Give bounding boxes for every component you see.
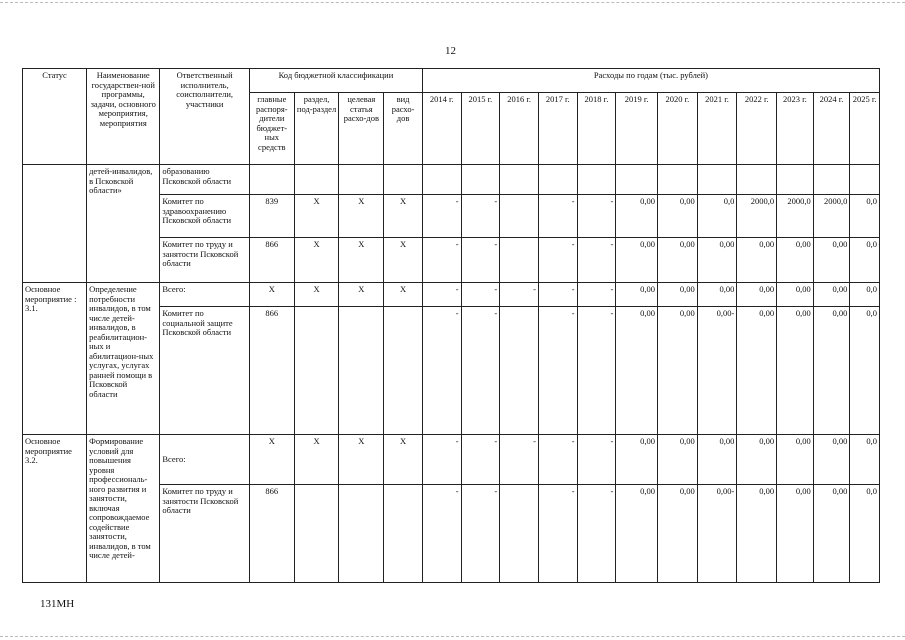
cell-year: 0,00 [777,307,814,435]
cell-year [697,165,737,195]
header-budget-code: Код бюджетной классификации [249,69,422,93]
header-year: 2017 г. [538,93,577,165]
header-year: 2024 г. [813,93,850,165]
cell-year: - [422,435,461,485]
header-year: 2016 г. [500,93,539,165]
header-type: вид расхо-дов [384,93,423,165]
cell-year: 0,0 [850,307,880,435]
cell-year: 0,00- [697,307,737,435]
table-row [23,435,880,485]
cell-year: 0,00 [616,435,658,485]
cell-gr [249,165,294,195]
cell-year: 0,0 [850,435,880,485]
cell-year: - [461,485,500,583]
row-status: Основное мероприятие 3.2. [23,435,87,583]
cell-year: 0,00 [658,238,698,283]
cell-section [294,307,339,435]
cell-target: X [339,238,384,283]
cell-year: 0,00 [777,283,814,307]
cell-year: 0,00 [737,435,777,485]
cell-year: - [577,485,616,583]
cell-type [384,485,423,583]
cell-year: - [577,195,616,238]
row-executor: Комитет по труду и занятости Псковской области [160,485,250,583]
header-section: раздел, под-раздел [294,93,339,165]
cell-year [500,485,539,583]
cell-year [850,165,880,195]
cell-section: X [294,283,339,307]
cell-year: 0,0 [697,195,737,238]
cell-year: 0,00 [737,238,777,283]
header-year: 2019 г. [616,93,658,165]
budget-table [22,68,880,583]
cell-year [777,165,814,195]
cell-section: X [294,195,339,238]
header-year: 2014 г. [422,93,461,165]
cell-year: 0,00 [697,283,737,307]
cell-year: 0,00 [616,195,658,238]
cell-year: - [500,283,539,307]
cell-year: 0,00 [777,238,814,283]
row-executor: Комитет по социальной защите Псковской области [160,307,250,435]
row-executor: Всего: [160,435,250,485]
cell-year: 0,00 [813,307,850,435]
cell-year [737,165,777,195]
cell-year: 0,0 [850,238,880,283]
cell-year: 2000,0 [777,195,814,238]
cell-year [422,165,461,195]
cell-year: 0,00 [616,307,658,435]
cell-type: X [384,283,423,307]
cell-year: 0,00 [658,283,698,307]
cell-type: X [384,238,423,283]
cell-year: - [538,283,577,307]
cell-year [500,307,539,435]
cell-year: 0,00 [737,307,777,435]
cell-year [577,165,616,195]
cell-year: - [577,283,616,307]
cell-year: 0,00 [777,435,814,485]
row-status [23,165,87,283]
cell-gr: 866 [249,485,294,583]
header-expenses: Расходы по годам (тыс. рублей) [422,69,879,93]
cell-year: - [422,238,461,283]
row-executor: Комитет по здравоохранению Псковской области [160,195,250,238]
cell-year: 0,00 [658,195,698,238]
header-year: 2023 г. [777,93,814,165]
cell-year: 0,0 [850,485,880,583]
cell-year: 0,00 [658,485,698,583]
cell-target: X [339,195,384,238]
cell-year [813,165,850,195]
cell-year: - [577,435,616,485]
header-year: 2018 г. [577,93,616,165]
cell-year: - [461,238,500,283]
cell-target [339,485,384,583]
row-name: детей-инвалидов, в Псковской области» [87,165,160,283]
cell-target: X [339,283,384,307]
header-year: 2015 г. [461,93,500,165]
cell-year: 2000,0 [737,195,777,238]
footer-code: 131МН [40,598,75,610]
cell-year: - [538,435,577,485]
cell-year [461,165,500,195]
cell-year: 0,00 [813,485,850,583]
cell-year: - [422,307,461,435]
row-name: Определение потребности инвалидов, в том числе детей-инвалидов, в реабилитацион-ных и абилитацион-ных услугах, услугах ранней помощи в Псковской области [87,283,160,435]
cell-year: 0,00 [813,435,850,485]
cell-target: X [339,435,384,485]
table-row [23,165,880,195]
cell-year: 0,00- [697,485,737,583]
cell-year: 0,00 [616,485,658,583]
cell-year: - [538,238,577,283]
header-name: Наименование государствен-ной программы, задачи, основного мероприятия, мероприятия [87,69,160,165]
scan-edge-bottom [0,636,905,638]
cell-year: 0,00 [813,283,850,307]
cell-year: 0,0 [850,195,880,238]
page-number: 12 [445,45,456,57]
row-executor: Комитет по труду и занятости Псковской области [160,238,250,283]
header-year: 2022 г. [737,93,777,165]
row-executor: образованию Псковской области [160,165,250,195]
row-status: Основное мероприятие : 3.1. [23,283,87,435]
cell-year: - [422,283,461,307]
cell-section [294,165,339,195]
cell-year [500,238,539,283]
cell-year [500,195,539,238]
scan-edge-top [0,2,905,4]
cell-type: X [384,195,423,238]
cell-year: - [538,485,577,583]
header-year: 2025 г. [850,93,880,165]
cell-type [384,307,423,435]
cell-gr: 866 [249,307,294,435]
cell-gr: X [249,283,294,307]
cell-target [339,307,384,435]
header-target: целевая статья расхо-дов [339,93,384,165]
cell-year: - [422,485,461,583]
cell-type [384,165,423,195]
cell-gr: 839 [249,195,294,238]
cell-year: - [461,283,500,307]
cell-year: 2000,0 [813,195,850,238]
cell-year: 0,00 [697,435,737,485]
cell-year: - [461,435,500,485]
cell-section: X [294,238,339,283]
header-year: 2021 г. [697,93,737,165]
cell-year: 0,00 [737,283,777,307]
cell-year: 0,00 [658,307,698,435]
cell-section: X [294,435,339,485]
cell-target [339,165,384,195]
cell-year: - [500,435,539,485]
table-row [23,283,880,307]
header-gr: главные распоря-дители бюджет-ных средств [249,93,294,165]
header-year: 2020 г. [658,93,698,165]
cell-year [500,165,539,195]
header-status: Статус [23,69,87,165]
cell-year [538,165,577,195]
cell-year: - [461,307,500,435]
cell-year: - [461,195,500,238]
header-executor: Ответственный исполнитель, соисполнители, участники [160,69,250,165]
cell-gr: X [249,435,294,485]
row-name: Формирование условий для повышения уровня профессиональ-ного развития и занятости, включая сопровождаемое содействие занятости, инвалидов, в том числе детей- [87,435,160,583]
row-executor: Всего: [160,283,250,307]
cell-year: 0,00 [658,435,698,485]
cell-year: - [577,307,616,435]
cell-year: 0,00 [616,283,658,307]
cell-year: - [577,238,616,283]
cell-year: - [422,195,461,238]
cell-gr: 866 [249,238,294,283]
cell-year: - [538,195,577,238]
cell-year: 0,00 [777,485,814,583]
cell-year: - [538,307,577,435]
cell-year: 0,00 [616,238,658,283]
cell-year: 0,0 [850,283,880,307]
cell-year: 0,00 [697,238,737,283]
cell-section [294,485,339,583]
cell-year [616,165,658,195]
cell-year: 0,00 [813,238,850,283]
cell-year [658,165,698,195]
cell-year: 0,00 [737,485,777,583]
cell-type: X [384,435,423,485]
